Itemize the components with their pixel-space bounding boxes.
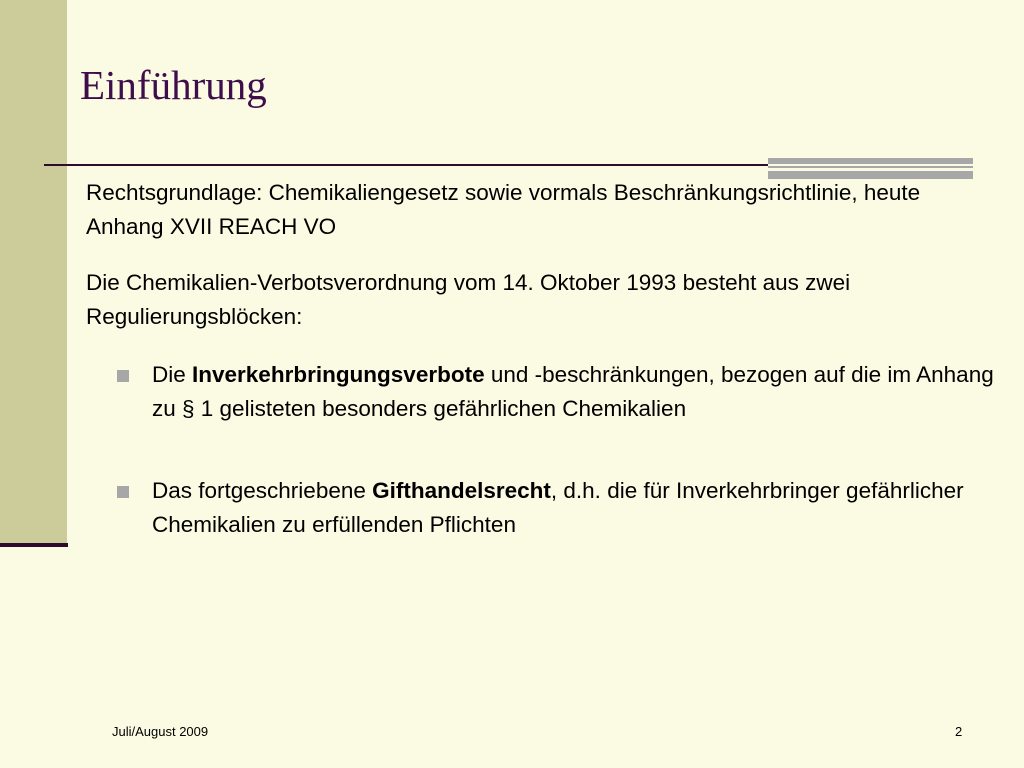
slide-title: Einführung (80, 62, 267, 108)
footer-date: Juli/August 2009 (112, 724, 209, 739)
bullet-text-before: Die (152, 362, 193, 387)
bullet-item (86, 358, 996, 426)
slide-content (86, 176, 996, 542)
bullet-bold-term: Inverkehrbringungsverbote (192, 362, 485, 387)
bullet-text-after: und -beschränkungen, bezogen auf die im Anhang zu § 1 gelisteten besonders gefährlichen Chemikalien (152, 362, 994, 421)
bullet-text-after: , d.h. die für Inverkehrbringer gefährlicher Chemikalien zu erfüllenden Pflichten (152, 478, 964, 537)
left-sidebar-bar (0, 0, 67, 545)
paragraph-regulation-intro: Die Chemikalien-Verbotsverordnung vom 14. Oktober 1993 besteht aus zwei Regulierungsblöcken: (86, 270, 851, 329)
bullet-text-before: Das fortgeschriebene (152, 478, 373, 503)
bullet-list (86, 358, 996, 542)
bullet-item (86, 474, 996, 542)
title-divider-line (44, 164, 768, 166)
paragraph-legal-basis: Rechtsgrundlage: Chemikaliengesetz sowie vormals Beschränkungsrichtlinie, heute Anhang XVII REACH VO (86, 180, 921, 239)
square-bullet-icon (117, 486, 129, 498)
page-number: 2 (955, 724, 963, 739)
bullet-bold-term: Gifthandelsrecht (372, 478, 551, 503)
square-bullet-icon (117, 370, 129, 382)
sidebar-underline (0, 543, 68, 547)
